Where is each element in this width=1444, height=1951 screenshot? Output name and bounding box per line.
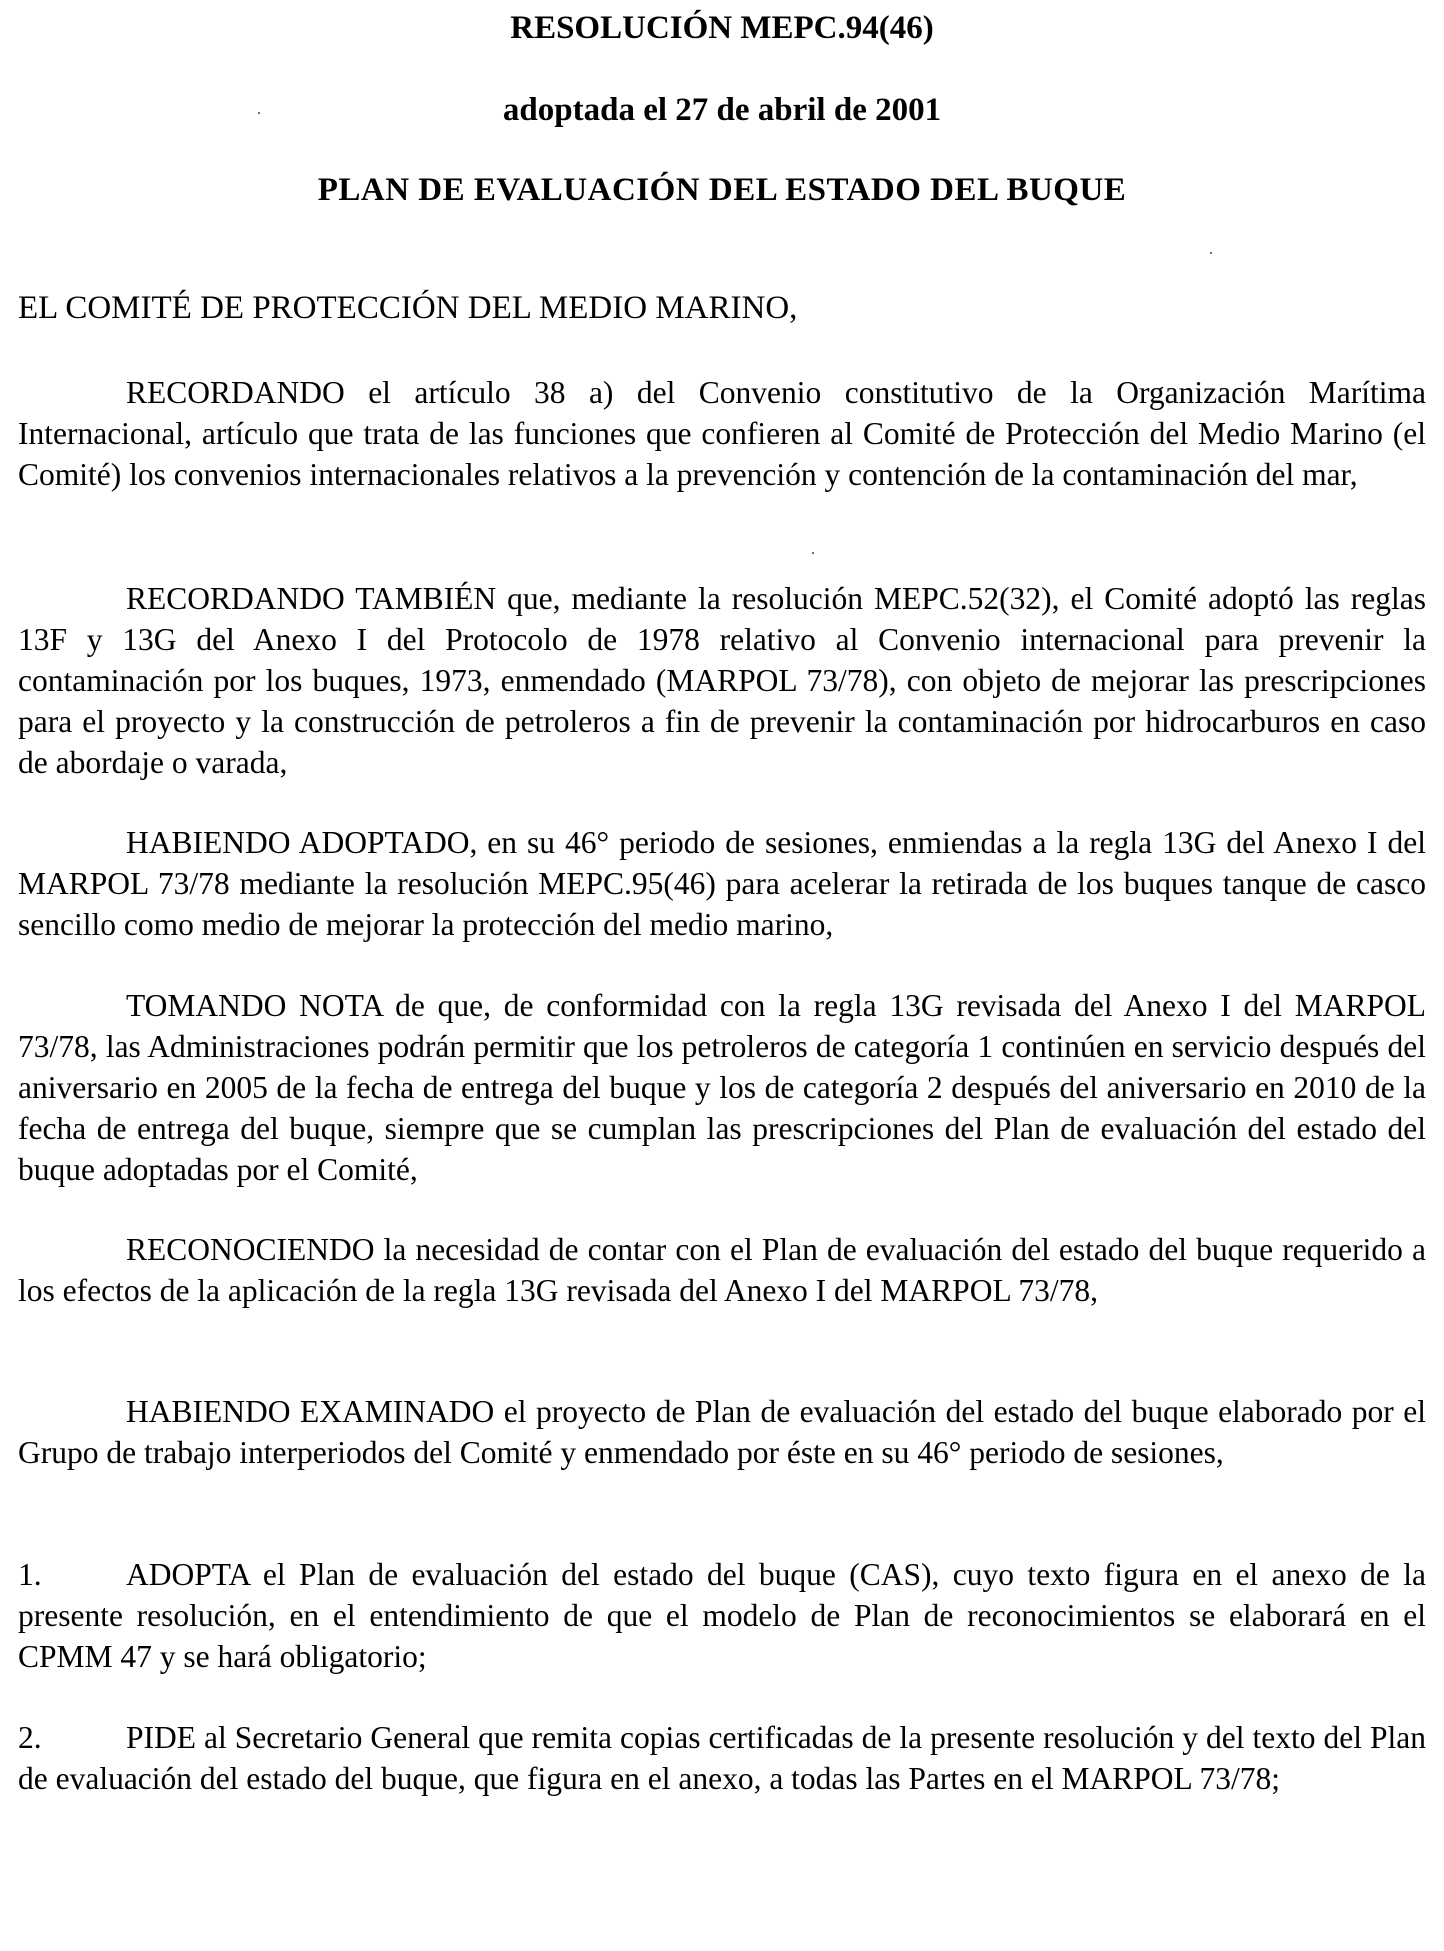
paragraph-lead: RECORDANDO [126, 375, 345, 410]
scan-speck [1210, 252, 1212, 254]
item-number: 1. [18, 1557, 42, 1592]
scan-speck [812, 552, 814, 554]
numbered-item-pide [18, 1717, 1426, 1799]
paragraph-lead: RECONOCIENDO [126, 1232, 375, 1267]
paragraph-body: de que, de conformidad con la regla 13G revisada del Anexo I del MARPOL 73/78, las Administraciones podrán permitir que los petroleros de categoría 1 continúen en servicio después del aniversario en 2005 de la fecha de entrega del buque y los de categoría 2 después del aniversario en 2010 de la fecha de entrega del buque, siempre que se cumplan las prescripciones del Plan de evaluación del estado del buque adoptadas por el Comité, [18, 988, 1426, 1187]
item-lead: PIDE [126, 1720, 196, 1755]
paragraph-body: que, mediante la resolución MEPC.52(32), el Comité adoptó las reglas 13F y 13G del Anexo I del Protocolo de 1978 relativo al Convenio internacional para prevenir la contaminación por los buques, 1973, enmendado (MARPOL 73/78), con objeto de mejorar las prescripciones para el proyecto y la construcción de petroleros a fin de prevenir la contaminación por hidrocarburos en caso de abordaje o varada, [18, 581, 1426, 780]
paragraph-lead: HABIENDO EXAMINADO [126, 1394, 495, 1429]
plan-title: PLAN DE EVALUACIÓN DEL ESTADO DEL BUQUE [317, 172, 1127, 208]
item-number: 2. [18, 1720, 42, 1755]
paragraph-recordando-tambien [18, 578, 1426, 783]
resolution-title: RESOLUCIÓN MEPC.94(46) [510, 10, 934, 46]
paragraph-body: la necesidad de contar con el Plan de evaluación del estado del buque requerido a los efectos de la aplicación de la regla 13G revisada del Anexo I del MARPOL 73/78, [18, 1232, 1426, 1308]
paragraph-lead: RECORDANDO TAMBIÉN [126, 581, 497, 616]
paragraph-lead: TOMANDO NOTA [126, 988, 383, 1023]
paragraph-body: , en su 46° periodo de sesiones, enmiendas a la regla 13G del Anexo I del MARPOL 73/78 mediante la resolución MEPC.95(46) para acelerar la retirada de los buques tanque de casco sencillo como medio de mejorar la protección del medio marino, [18, 825, 1426, 942]
paragraph-lead: HABIENDO ADOPTADO [126, 825, 470, 860]
paragraph-tomando-nota [18, 985, 1426, 1190]
paragraph-body: el artículo 38 a) del Convenio constitutivo de la Organización Marítima Internacional, artículo que trata de las funciones que confieren al Comité de Protección del Medio Marino (el Comité) los convenios internacionales relativos a la prevención y contención de la contaminación del mar, [18, 375, 1426, 492]
item-lead: ADOPTA [126, 1557, 250, 1592]
paragraph-reconociendo [18, 1229, 1426, 1311]
numbered-item-adopta [18, 1554, 1426, 1677]
paragraph-body: el proyecto de Plan de evaluación del estado del buque elaborado por el Grupo de trabajo interperiodos del Comité y enmendado por éste en su 46° periodo de sesiones, [18, 1394, 1426, 1470]
item-body: el Plan de evaluación del estado del buque (CAS), cuyo texto figura en el anexo de la presente resolución, en el entendimiento de que el modelo de Plan de reconocimientos se elaborará en el CPMM 47 y se hará obligatorio; [18, 1557, 1426, 1674]
committee-heading: EL COMITÉ DE PROTECCIÓN DEL MEDIO MARINO, [18, 290, 798, 326]
paragraph-recordando [18, 372, 1426, 495]
scan-speck [258, 112, 260, 114]
adoption-date: adoptada el 27 de abril de 2001 [502, 92, 942, 128]
item-body: al Secretario General que remita copias certificadas de la presente resolución y del texto del Plan de evaluación del estado del buque, que figura en el anexo, a todas las Partes en el MARPOL 73/78; [18, 1720, 1426, 1796]
paragraph-habiendo-adoptado [18, 822, 1426, 945]
paragraph-habiendo-examinado [18, 1391, 1426, 1473]
